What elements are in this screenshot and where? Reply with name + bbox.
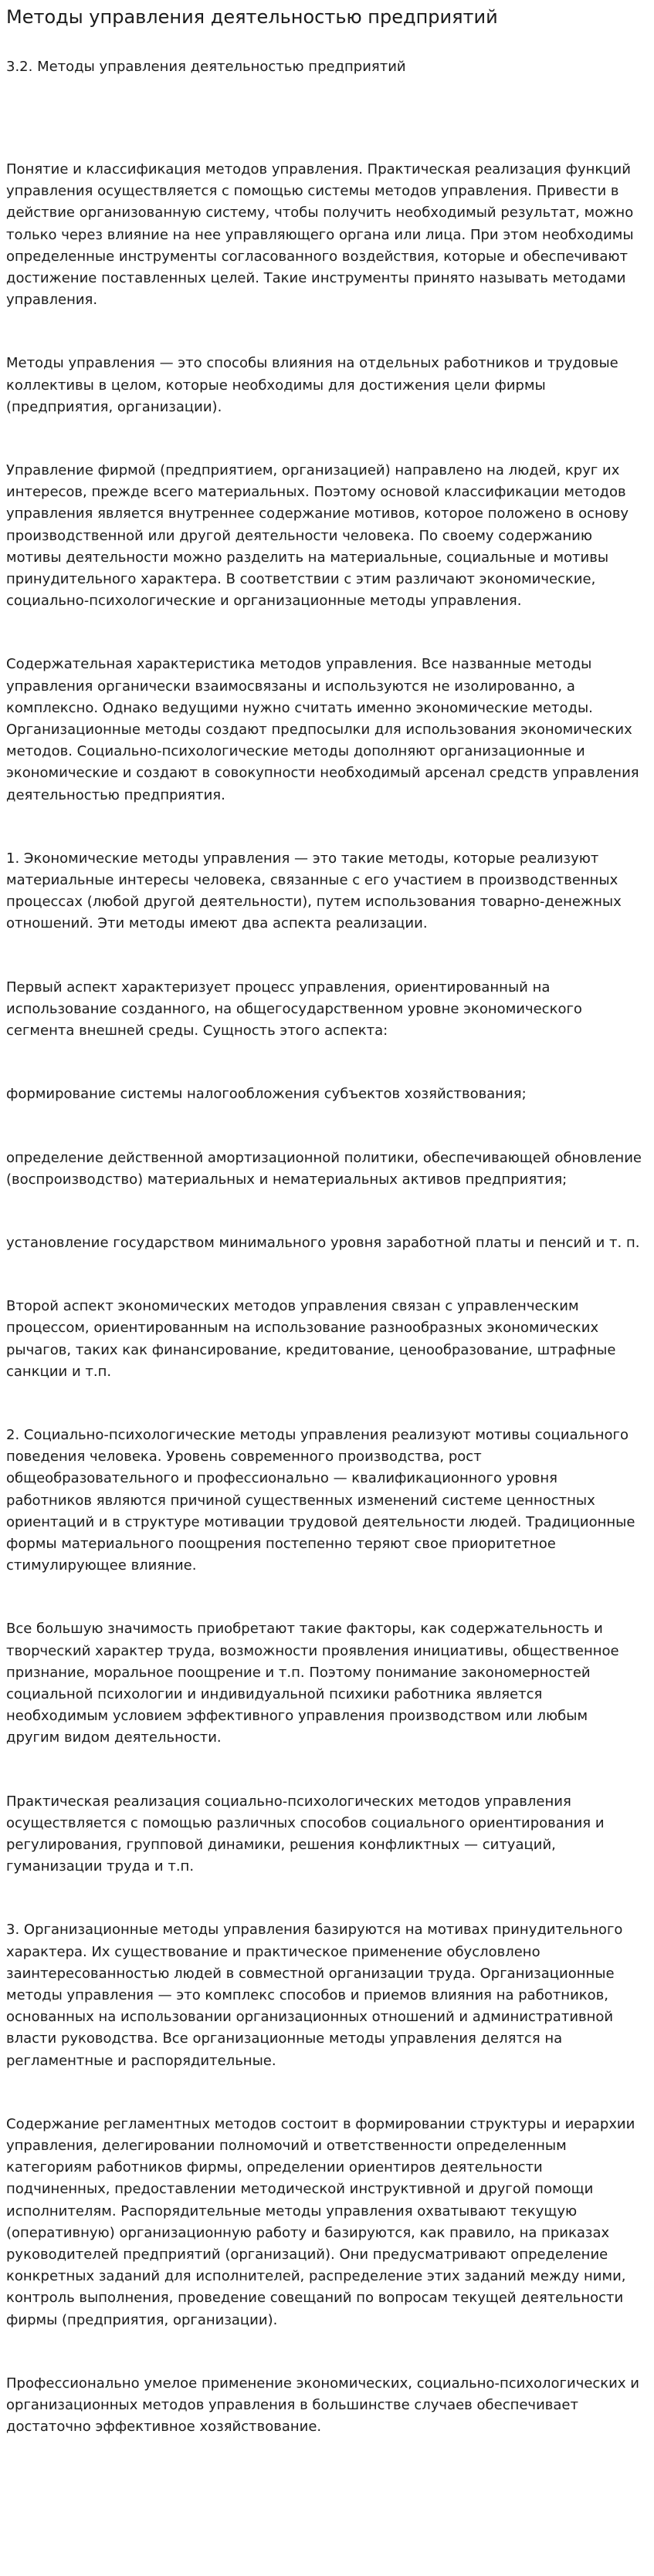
paragraph: 3. Организационные методы управления базируются на мотивах принудительного характера. Их существование и практическое применение обусловлено заинтересованностью людей в совместной организации труда. Организационные методы управления — это комплекс способов и приемов влияния на работников, основанных на использовании организационных отношений и административной власти руководства. Все организационные методы управления делятся на регламентные и распорядительные. [6, 1922, 623, 2069]
paragraph: Профессионально умелое применение экономических, социально-психологических и организационных методов управления в большинстве случаев обеспечивает достаточно эффективное хозяйствование. [6, 2375, 639, 2436]
list-item: формирование системы налогообложения субъектов хозяйствования; [6, 1086, 527, 1103]
paragraph: Второй аспект экономических методов управления связан с управленческим процессом, ориентированным на использование разнообразных экономических рычагов, таких как финансирование, кредитование, ценообразование, штрафные санкции и т.п. [6, 1298, 616, 1380]
paragraph: Все большую значимость приобретают такие факторы, как содержательность и творческий характер труда, возможности проявления инициативы, общественное признание, моральное поощрение и т.п. Поэтому понимание закономерностей социальной психологии и индивидуальной психики работника является необходимым условием эффективного управления производством или любым другим видом деятельности. [6, 1621, 619, 1746]
document-body [6, 159, 643, 2438]
section-heading: 3.2. Методы управления деятельностью предприятий [6, 59, 406, 75]
paragraph: Первый аспект характеризует процесс управления, ориентированный на использование созданного, на общегосударственном уровне экономического сегмента внешней среды. Сущность этого аспекта: [6, 979, 582, 1040]
paragraph: 1. Экономические методы управления — это такие методы, которые реализуют материальные интересы человека, связанные с его участием в производственных процессах (любой другой деятельности), путем использования товарно-денежных отношений. Эти методы имеют два аспекта реализации. [6, 850, 622, 932]
paragraph: Содержательная характеристика методов управления. Все названные методы управления органически взаимосвязаны и используются не изолированно, а комплексно. Однако ведущими нужно считать именно экономические методы. Организационные методы создают предпосылки для использования экономических методов. Социально-психологические методы дополняют организационные и экономические и создают в совокупности необходимый арсенал средств управления деятельностью предприятия. [6, 656, 639, 803]
paragraph: Понятие и классификация методов управления. Практическая реализация функций управления осуществляется с помощью системы методов управления. Привести в действие организованную систему, чтобы получить необходимый результат, можно только через влияние на нее управляющего органа или лица. При этом необходимы определенные инструменты согласованного воздействия, которые и обеспечивают достижение поставленных целей. Такие инструменты принято называть методами управления. [6, 161, 634, 309]
list-item: установление государством минимального уровня заработной платы и пенсий и т. п. [6, 1234, 640, 1251]
page-title: Методы управления деятельностью предприятий [6, 6, 498, 28]
paragraph: Практическая реализация социально-психологических методов управления осуществляется с помощью различных способов социального ориентирования и регулирования, групповой динамики, решения конфликтных — ситуаций, гуманизации труда и т.п. [6, 1793, 605, 1875]
paragraph: Методы управления — это способы влияния на отдельных работников и трудовые коллективы в целом, которые необходимы для достижения цели фирмы (предприятия, организации). [6, 355, 618, 415]
paragraph: 2. Социально-психологические методы управления реализуют мотивы социального поведения человека. Уровень современного производства, рост общеобразовательного и профессионально — квалификационного уровня работников являются причиной существенных изменений системе ценностных ориентаций и в структуре мотивации трудовой деятельности людей. Традиционные формы материального поощрения постепенно теряют свое приоритетное стимулирующее влияние. [6, 1426, 635, 1574]
paragraph: Управление фирмой (предприятием, организацией) направлено на людей, круг их интересов, прежде всего материальных. Поэтому основой классификации методов управления является внутреннее содержание мотивов, которое положено в основу производственной или другой деятельности человека. По своему содержанию мотивы деятельности можно разделить на материальные, социальные и мотивы принудительного характера. В соответствии с этим различают экономические, социально-психологические и организационные методы управления. [6, 462, 629, 610]
list-item: определение действенной амортизационной политики, обеспечивающей обновление (воспроизводство) материальных и нематериальных активов предприятия; [6, 1149, 642, 1188]
paragraph: Содержание регламентных методов состоит в формировании структуры и иерархии управления, делегировании полномочий и ответственности определенным категориям работников фирмы, определении ориентиров деятельности подчиненных, предоставлении методической инструктивной и другой помощи исполнителям. Распорядительные методы управления охватывают текущую (оперативную) организационную работу и базируются, как правило, на приказах руководителей предприятий (организаций). Они предусматривают определение конкретных заданий для исполнителей, распределение этих заданий между ними, контроль выполнения, проведение совещаний по вопросам текущей деятельности фирмы (предприятия, организации). [6, 2115, 635, 2328]
